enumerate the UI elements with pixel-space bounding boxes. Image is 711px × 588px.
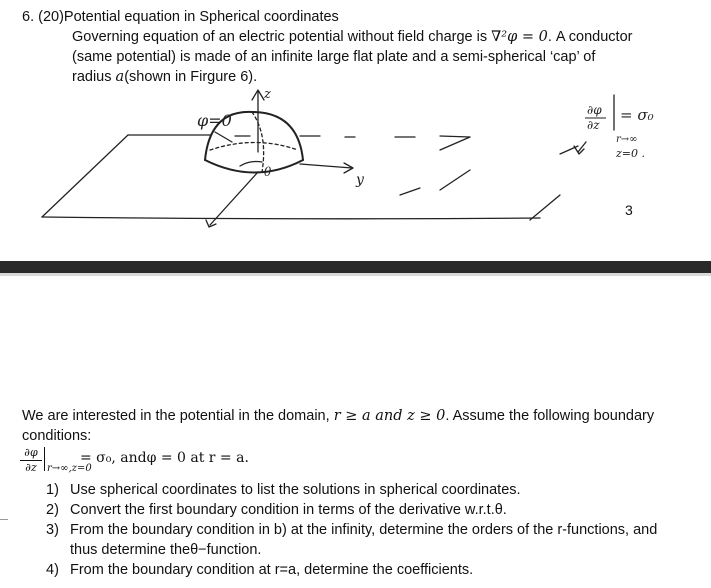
statement-line1-suffix: . A conductor	[547, 29, 633, 45]
page-number: 3	[625, 202, 633, 218]
statement-line3-suffix: (shown in Firgure 6).	[124, 69, 258, 85]
problem-title: 6. (20)Potential equation in Spherical coordinates	[22, 9, 339, 25]
bc-rhs: = σ₀, andφ = 0 at r = a.	[80, 450, 249, 466]
statement-line2: (same potential) is made of an infinite large flat plate and a semi-spherical ‘cap’ of	[72, 49, 596, 65]
question-text: Use spherical coordinates to list the solutions in spherical coordinates.	[70, 482, 521, 498]
plate-right-edge-upper	[440, 137, 470, 150]
hemisphere-back-rim	[210, 143, 298, 151]
plate-front-edge	[42, 217, 540, 219]
figure-6	[0, 80, 711, 260]
domain-condition: r ≥ a and z ≥ 0	[333, 408, 446, 424]
question-item	[46, 520, 666, 560]
plate-far-edge	[400, 188, 420, 195]
section-divider	[0, 261, 711, 273]
margin-mark	[0, 519, 8, 520]
question-number: 3)	[46, 522, 59, 538]
question-text: Convert the first boundary condition in terms of the derivative w.r.t.θ.	[70, 502, 507, 518]
annotation-deriv-num: ∂φ	[587, 103, 602, 117]
domain-description	[22, 406, 662, 446]
intro-text-1: We are interested in the potential in the domain,	[22, 408, 334, 424]
question-number: 2)	[46, 502, 59, 518]
phi-zero-label: φ=0	[197, 111, 232, 130]
plate-back-edge	[128, 135, 470, 137]
conditions-section	[0, 276, 711, 588]
question-item	[46, 500, 666, 520]
annotation-pointer	[574, 142, 586, 154]
bc-subscript: r→∞,z=0	[47, 463, 92, 474]
annotation-value: = σ₀	[620, 106, 654, 124]
problem-section	[0, 0, 711, 261]
plate-right-edge-mid	[440, 170, 470, 190]
laplace-equation: ∇²φ = 0	[491, 29, 548, 45]
question-number: 4)	[46, 562, 59, 578]
question-text: From the boundary condition at r=a, determine the coefficients.	[70, 562, 474, 578]
annotation-limit-z: z=0 .	[616, 147, 646, 160]
statement-line3-prefix: radius	[72, 69, 116, 85]
question-text: From the boundary condition in b) at the infinity, determine the orders of the r-functions, and thus determine theθ−function.	[70, 522, 658, 558]
bc-derivative-denominator: ∂z	[25, 461, 37, 474]
problem-statement	[72, 27, 672, 87]
annotation-limit-r: r→∞	[616, 134, 638, 145]
bc-evaluation-bar	[44, 447, 45, 471]
y-axis-label: y	[356, 172, 364, 188]
bc-derivative-numerator: ∂φ	[20, 447, 42, 461]
radius-symbol: a	[115, 69, 125, 85]
z-axis-label: z	[264, 87, 271, 102]
bc-derivative	[20, 447, 42, 474]
y-axis	[300, 164, 352, 168]
hemisphere-theta-arc	[240, 162, 262, 167]
x-axis	[210, 172, 258, 225]
question-list	[46, 480, 666, 580]
plate-right-edge-lower	[530, 195, 560, 220]
theta-label: θ	[264, 165, 272, 179]
question-number: 1)	[46, 482, 59, 498]
annotation-deriv-den: ∂z	[587, 118, 600, 132]
question-item	[46, 560, 666, 580]
intro-text-2: . Assume the following boundary conditions:	[22, 408, 655, 444]
question-item	[46, 480, 666, 500]
statement-line1-prefix: Governing equation of an electric potential without field charge is	[72, 29, 492, 45]
plate-left-edge	[42, 135, 128, 217]
phi-pointer	[215, 132, 232, 142]
